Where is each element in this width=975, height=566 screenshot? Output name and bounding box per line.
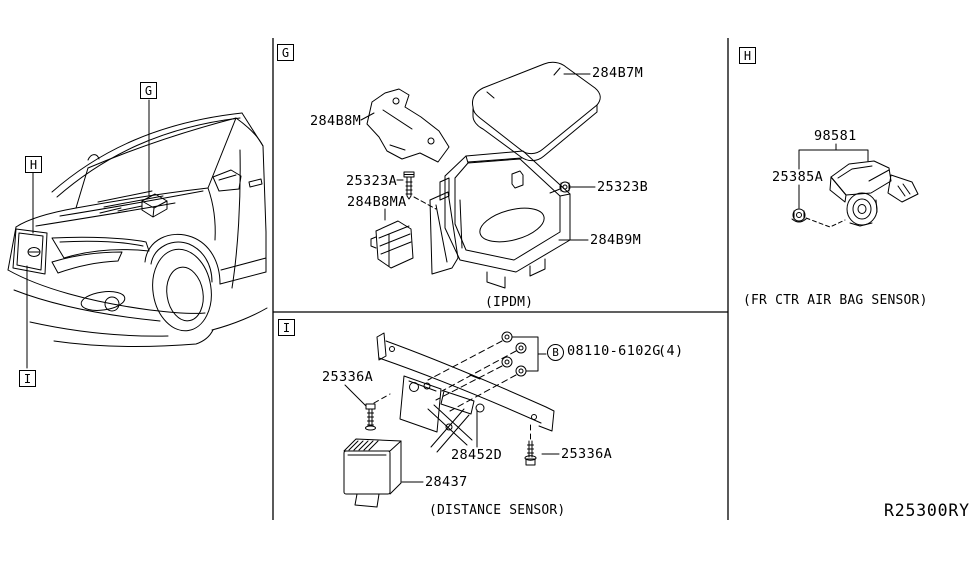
car-drawing <box>8 100 267 368</box>
caption-airbag: (FR CTR AIR BAG SENSOR) <box>743 293 928 308</box>
part-label-bolt-right: 25336A <box>561 446 613 462</box>
car-marker-i: I <box>19 370 36 387</box>
part-label-hardware-qty: (4) <box>658 343 684 359</box>
part-label-airbag-nut: 25385A <box>772 169 824 185</box>
section-marker-distance: I <box>278 319 295 336</box>
part-label-nut-b: 25323B <box>597 179 649 195</box>
part-label-sub-bracket: 284B8MA <box>347 194 407 210</box>
part-label-dist-bracket: 28452D <box>451 447 503 463</box>
car-marker-g: G <box>140 82 157 99</box>
drawing-ref-code: R25300RY <box>884 501 970 520</box>
part-label-bracket: 284B8M <box>310 113 362 129</box>
part-label-bolt-left: 25336A <box>322 369 374 385</box>
section-marker-airbag: H <box>739 47 756 64</box>
part-label-hardware-number: 08110-6102G <box>567 343 661 359</box>
part-label-dist-sensor: 28437 <box>425 474 468 490</box>
part-label-housing: 284B9M <box>590 232 642 248</box>
airbag-sensor-drawing <box>792 144 918 227</box>
caption-distance: (DISTANCE SENSOR) <box>429 503 566 518</box>
caption-ipdm: (IPDM) <box>485 295 534 310</box>
part-label-screw: 25323A <box>346 173 398 189</box>
hardware-letter-badge: B <box>547 344 564 361</box>
part-label-cover: 284B7M <box>592 65 644 81</box>
part-label-airbag-sensor: 98581 <box>814 128 857 144</box>
section-marker-ipdm: G <box>277 44 294 61</box>
car-marker-h: H <box>25 156 42 173</box>
